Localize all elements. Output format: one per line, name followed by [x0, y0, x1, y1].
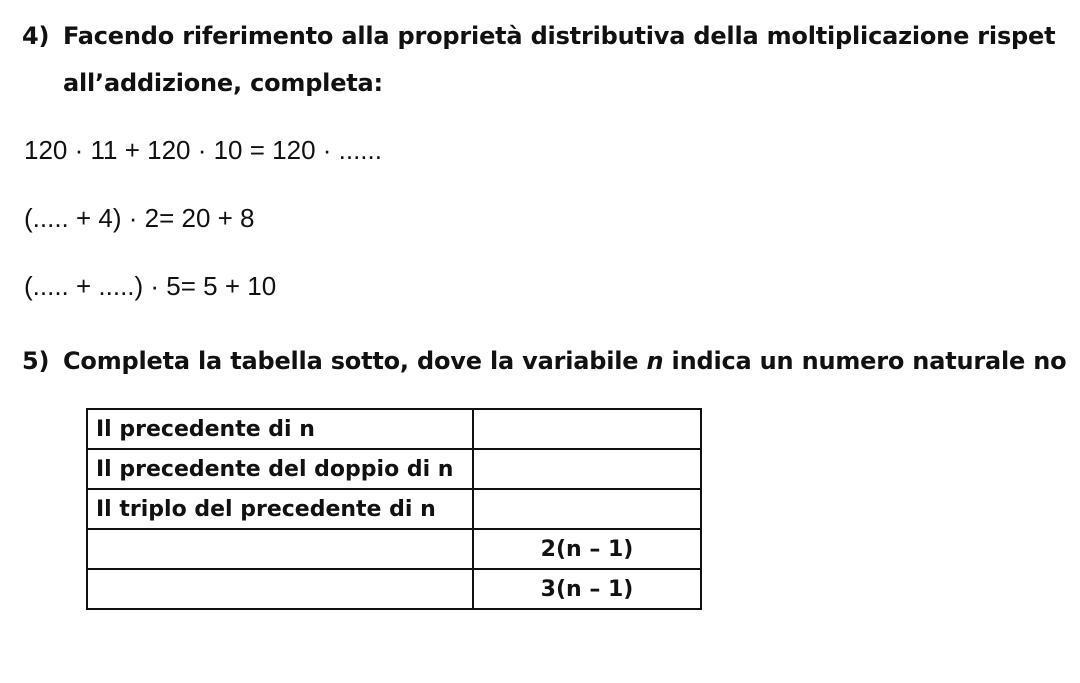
- table-cell-answer[interactable]: [473, 409, 701, 449]
- question-5-heading: [22, 347, 1066, 375]
- table-row: [87, 449, 701, 489]
- table-row: [87, 409, 701, 449]
- table-cell-answer[interactable]: [87, 569, 473, 609]
- table-row: [87, 489, 701, 529]
- question-5-text: Completa la tabella sotto, dove la variabile: [63, 347, 639, 375]
- table-row: [87, 569, 701, 609]
- variable-n: n: [646, 347, 664, 375]
- question-5-text-end: indica un numero naturale no: [671, 347, 1067, 375]
- question-4-text-line1: Facendo riferimento alla proprietà distributiva della moltiplicazione rispet: [63, 22, 1056, 50]
- table-cell-label: Il triplo del precedente di n: [87, 489, 473, 529]
- table-cell-answer[interactable]: [473, 489, 701, 529]
- table-cell-expression: 3(n – 1): [473, 569, 701, 609]
- question-4-heading: [22, 22, 1055, 50]
- table-cell-answer[interactable]: [87, 529, 473, 569]
- equation-1: 120 · 11 + 120 · 10 = 120 · ......: [24, 135, 382, 165]
- table-row: [87, 529, 701, 569]
- answer-table: [86, 408, 702, 610]
- question-4-text-line2: all’addizione, completa:: [63, 69, 383, 97]
- table-cell-label: Il precedente di n: [87, 409, 473, 449]
- table-cell-answer[interactable]: [473, 449, 701, 489]
- question-4-number: 4): [22, 22, 50, 50]
- table-cell-expression: 2(n – 1): [473, 529, 701, 569]
- question-5-number: 5): [22, 347, 50, 375]
- equation-3: (..... + .....) · 5= 5 + 10: [24, 271, 277, 301]
- equation-2: (..... + 4) · 2= 20 + 8: [24, 203, 255, 233]
- table-cell-label: Il precedente del doppio di n: [87, 449, 473, 489]
